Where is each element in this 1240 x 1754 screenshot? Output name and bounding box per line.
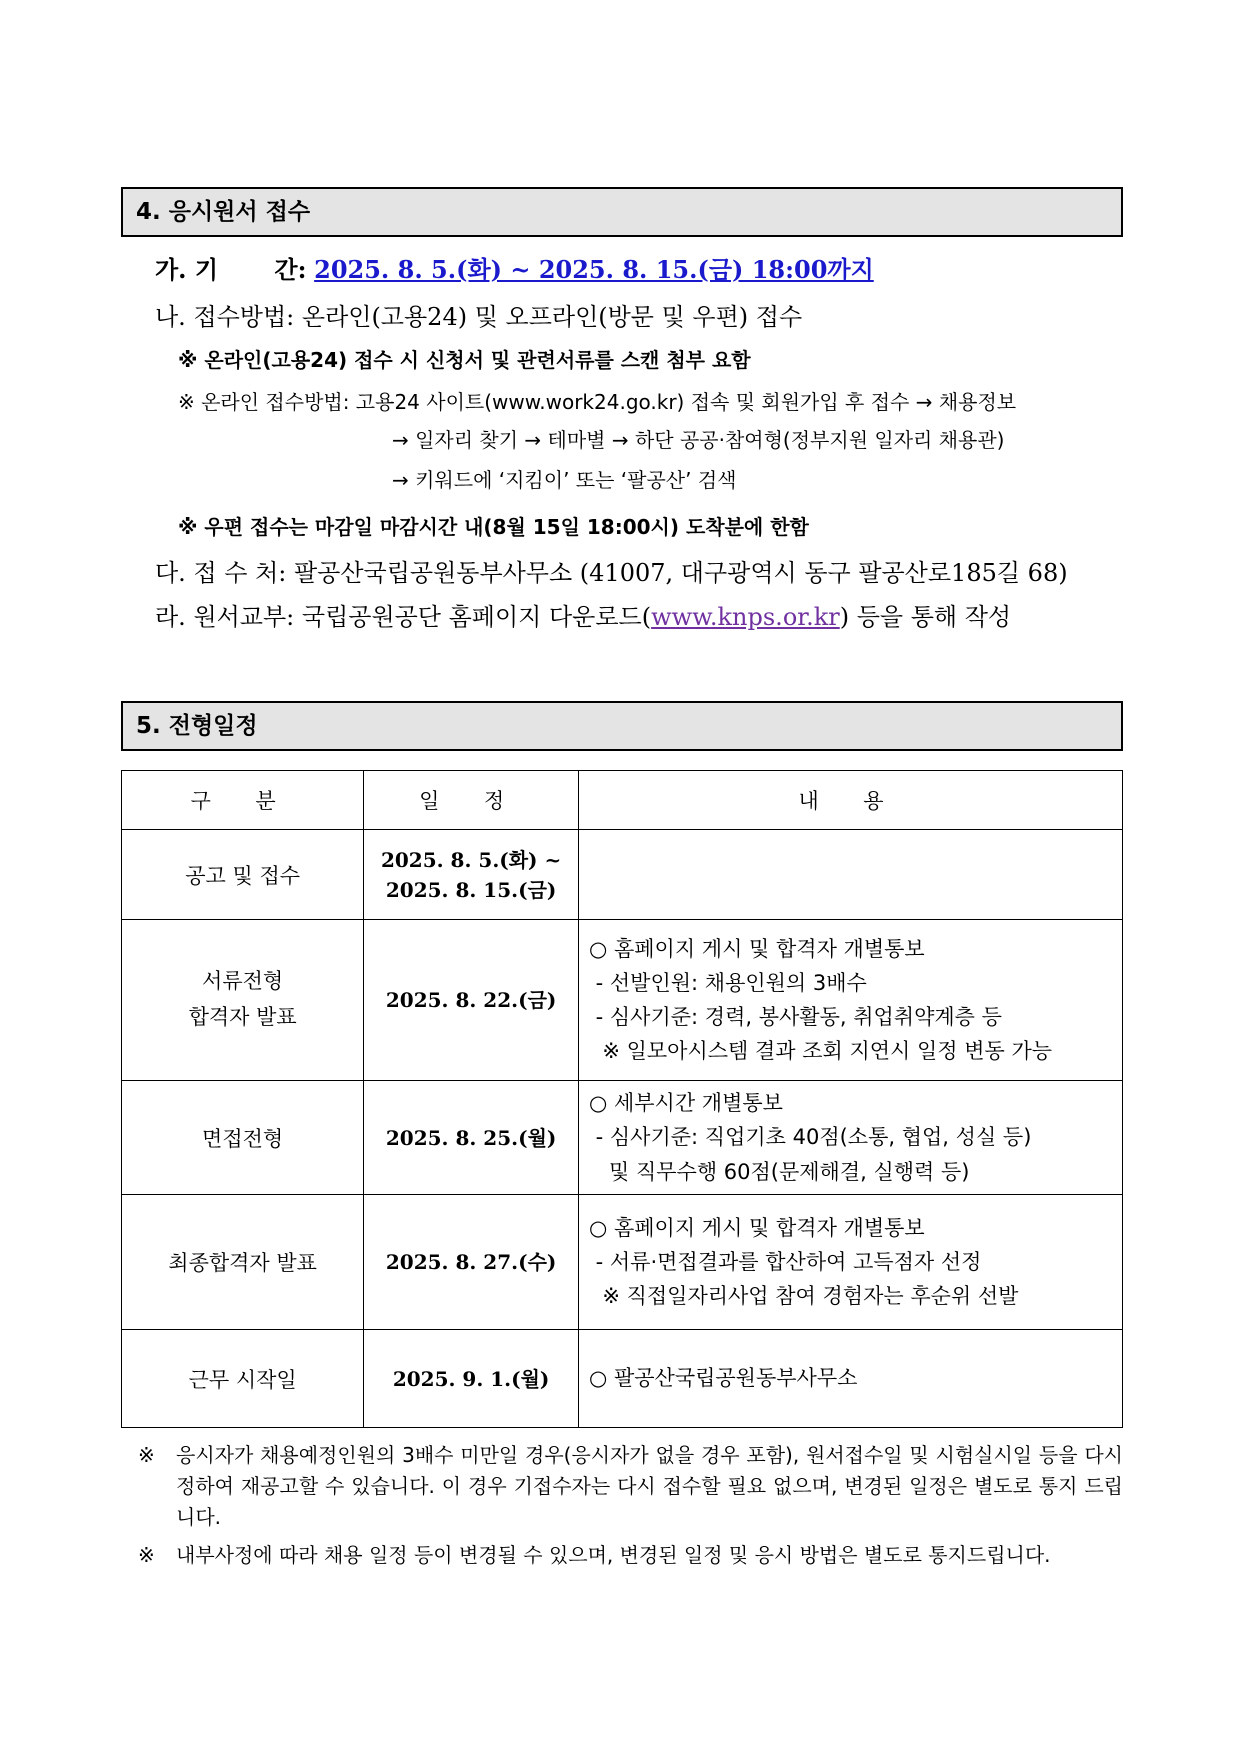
row-category bbox=[122, 920, 364, 1081]
detail-line: ○ 세부시간 개별통보 bbox=[588, 1091, 783, 1116]
row-details bbox=[578, 1330, 1122, 1428]
header-category: 구 분 bbox=[122, 771, 364, 830]
row-category: 공고 및 접수 bbox=[122, 830, 364, 920]
detail-line: ○ 홈페이지 게시 및 합격자 개별통보 bbox=[588, 1215, 925, 1240]
row-date: 2025. 8. 22.(금) bbox=[364, 920, 579, 1081]
table-row bbox=[122, 1330, 1123, 1428]
detail-line: - 서류·면접결과를 합산하여 고득점자 선정 bbox=[588, 1249, 982, 1274]
row-date: 2025. 8. 25.(월) bbox=[364, 1081, 579, 1195]
row-category: 근무 시작일 bbox=[122, 1330, 364, 1428]
footnote-mark: ※ bbox=[138, 1443, 155, 1467]
row-details bbox=[578, 1081, 1122, 1195]
row-date-line: 2025. 8. 5.(화) ~ bbox=[380, 847, 562, 872]
row-details bbox=[578, 920, 1122, 1081]
form-prefix: 라. 원서교부: 국립공원공단 홈페이지 다운로드( bbox=[155, 603, 652, 631]
detail-line: - 선발인원: 채용인원의 3배수 bbox=[588, 970, 867, 995]
row-details bbox=[578, 1195, 1122, 1330]
row-category: 면접전형 bbox=[122, 1081, 364, 1195]
section-5-header: 5. 전형일정 bbox=[121, 701, 1123, 751]
footnote bbox=[138, 1540, 1123, 1571]
footnote-text: 내부사정에 따라 채용 일정 등이 변경될 수 있으며, 변경된 일정 및 응시 방법은 별도로 통지드립니다. bbox=[176, 1543, 1051, 1567]
detail-line: 및 직무수행 60점(문제해결, 실행력 등) bbox=[588, 1159, 970, 1184]
detail-line: - 심사기준: 직업기초 40점(소통, 협업, 성실 등) bbox=[588, 1125, 1032, 1150]
detail-line: ※ 직접일자리사업 참여 경험자는 후순위 선발 bbox=[588, 1284, 1019, 1308]
row-category-line: 합격자 발표 bbox=[188, 1005, 297, 1029]
method-line: 나. 접수방법: 온라인(고용24) 및 오프라인(방문 및 우편) 접수 bbox=[155, 303, 803, 331]
note-online-bold: ※ 온라인(고용24) 접수 시 신청서 및 관련서류를 스캔 첨부 요함 bbox=[178, 348, 751, 372]
form-line bbox=[155, 597, 1011, 632]
receiver-line: 다. 접 수 처: 팔공산국립공원동부사무소 (41007, 대구광역시 동구 팔공산로185길 68) bbox=[155, 559, 1068, 587]
row-category: 최종합격자 발표 bbox=[122, 1195, 364, 1330]
row-date bbox=[364, 830, 579, 920]
header-date: 일 정 bbox=[364, 771, 579, 830]
schedule-table bbox=[121, 770, 1123, 1428]
row-date: 2025. 8. 27.(수) bbox=[364, 1195, 579, 1330]
table-row bbox=[122, 920, 1123, 1081]
detail-line: ○ 홈페이지 게시 및 합격자 개별통보 bbox=[588, 936, 925, 961]
period-value: 2025. 8. 5.(화) ~ 2025. 8. 15.(금) 18:00까지 bbox=[314, 255, 874, 284]
note-online-method-3: → 키워드에 ‘지킴이’ 또는 ‘팔공산’ 검색 bbox=[392, 468, 737, 492]
detail-line: ○ 팔공산국립공원동부사무소 bbox=[588, 1366, 858, 1391]
period-label: 가. 기 간: bbox=[155, 255, 307, 284]
period-line bbox=[155, 250, 874, 285]
section-4-header: 4. 응시원서 접수 bbox=[121, 187, 1123, 237]
footnote bbox=[138, 1440, 1123, 1533]
row-date-line: 2025. 8. 15.(금) bbox=[385, 877, 557, 902]
detail-line: ※ 일모아시스템 결과 조회 지연시 일정 변동 가능 bbox=[588, 1039, 1053, 1064]
row-category-line: 서류전형 bbox=[202, 969, 284, 994]
footnote-mark: ※ bbox=[138, 1543, 155, 1567]
table-row bbox=[122, 1081, 1123, 1195]
table-row bbox=[122, 1195, 1123, 1330]
header-details: 내 용 bbox=[578, 771, 1122, 830]
footnote-text: 응시자가 채용예정인원의 3배수 미만일 경우(응시자가 없을 경우 포함), 원서접수일 및 시험실시일 등을 다시 정하여 재공고할 수 있습니다. 이 경우 기접수자는 다시 접수할 필요 없으며, 변경된 일정은 별도로 통지 드립니다. bbox=[176, 1443, 1123, 1529]
row-details bbox=[578, 830, 1122, 920]
note-online-method-2: → 일자리 찾기 → 테마별 → 하단 공공·참여형(정부지원 일자리 채용관) bbox=[392, 428, 1005, 452]
knps-link[interactable]: www.knps.or.kr bbox=[651, 603, 840, 631]
note-online-method-1: ※ 온라인 접수방법: 고용24 사이트(www.work24.go.kr) 접속 및 회원가입 후 접수 → 채용정보 bbox=[178, 390, 1017, 414]
detail-line: - 심사기준: 경력, 봉사활동, 취업취약계층 등 bbox=[588, 1005, 1002, 1029]
row-date: 2025. 9. 1.(월) bbox=[364, 1330, 579, 1428]
table-row bbox=[122, 830, 1123, 920]
note-post-bold: ※ 우편 접수는 마감일 마감시간 내(8월 15일 18:00시) 도착분에 한함 bbox=[178, 515, 809, 539]
table-header-row bbox=[122, 771, 1123, 830]
form-suffix: ) 등을 통해 작성 bbox=[839, 603, 1012, 631]
